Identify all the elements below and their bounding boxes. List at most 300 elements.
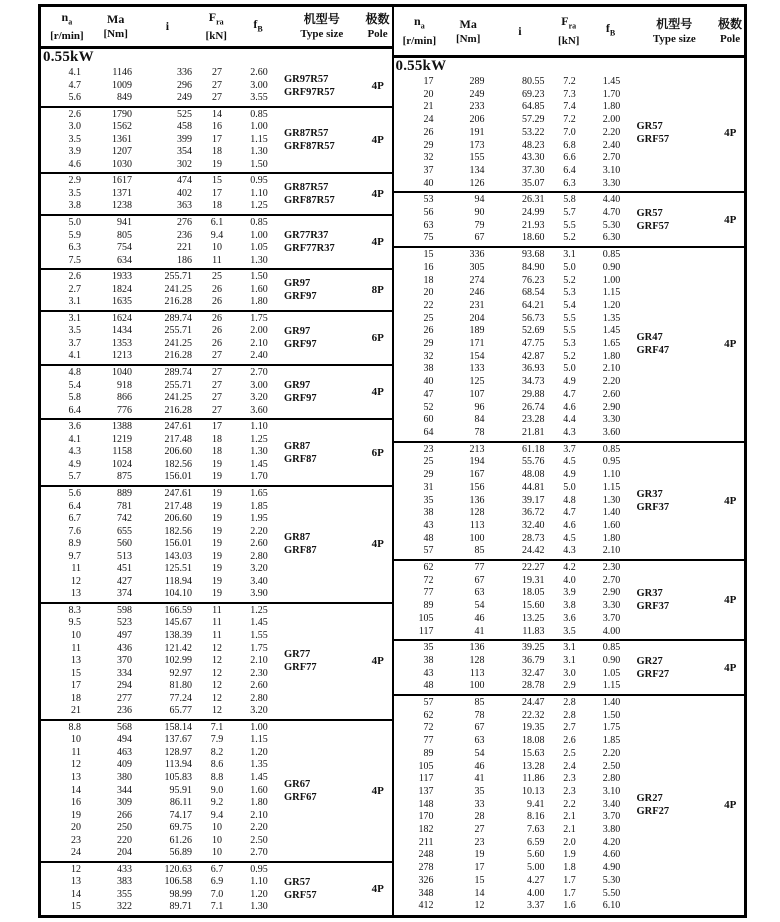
- table-row: [41, 434, 281, 447]
- cell-ma: 128: [469, 507, 485, 519]
- table-row: [41, 242, 281, 255]
- cell-fra: 7.3: [563, 88, 576, 100]
- cell-na: 117: [418, 625, 434, 637]
- cell-i: 22.27: [522, 562, 545, 574]
- cell-na: 13: [71, 655, 81, 667]
- table-row: [394, 152, 634, 165]
- gear-group: [394, 75, 745, 193]
- cell-na: 117: [418, 773, 434, 785]
- type-size-cell: [281, 108, 364, 173]
- table-row: [41, 772, 281, 785]
- table-row: [41, 175, 281, 188]
- group-rows: [41, 487, 281, 602]
- cell-fra: 3.0: [563, 667, 576, 679]
- cell-i: 120.63: [164, 863, 192, 875]
- cell-fra: 7.0: [563, 126, 576, 138]
- cell-fra: 5.5: [563, 219, 576, 231]
- group-rows: [41, 174, 281, 214]
- table-row: [394, 587, 634, 600]
- cell-fra: 18: [212, 146, 222, 158]
- table-row: [394, 76, 634, 89]
- gearmotor-selection-table: [38, 4, 747, 918]
- cell-ma: 96: [474, 401, 485, 413]
- cell-ma: 54: [474, 600, 485, 612]
- cell-fra: 26: [212, 337, 222, 349]
- cell-fb: 1.75: [602, 722, 621, 734]
- cell-fb: 4.00: [602, 625, 621, 637]
- cell-ma: 370: [117, 655, 132, 667]
- cell-fb: 3.70: [602, 811, 621, 823]
- pole-count: 4P: [371, 882, 384, 895]
- cell-i: 302: [177, 158, 192, 170]
- cell-i: 143.03: [164, 550, 192, 562]
- type-size-label: GR97: [284, 325, 311, 337]
- cell-fb: 0.90: [602, 654, 621, 666]
- table-row: [41, 705, 281, 718]
- cell-na: 26: [423, 126, 434, 138]
- table-row: [41, 271, 281, 284]
- table-row: [394, 710, 634, 723]
- table-row: [394, 900, 634, 913]
- header-unit: [Nm]: [455, 32, 481, 45]
- table-row: [41, 405, 281, 418]
- type-size-label: GRF27: [636, 806, 670, 818]
- cell-fra: 3.6: [563, 612, 576, 624]
- table-row: [41, 588, 281, 601]
- type-size-cell: [281, 66, 364, 106]
- cell-fb: 3.10: [602, 164, 621, 176]
- table-row: [394, 533, 634, 546]
- cell-ma: 1361: [112, 133, 132, 145]
- cell-fb: 1.15: [602, 680, 621, 692]
- cell-ma: 374: [117, 588, 132, 600]
- cell-ma: 204: [117, 847, 132, 859]
- header-symbol: F: [561, 14, 569, 29]
- gear-group: [394, 248, 745, 443]
- type-size-label: GRF97: [284, 291, 317, 303]
- cell-na: 14: [71, 784, 81, 796]
- cell-fb: 2.70: [250, 847, 268, 859]
- cell-i: 28.73: [522, 532, 545, 544]
- cell-fb: 1.10: [250, 187, 268, 199]
- cell-fra: 19: [212, 471, 222, 483]
- cell-fra: 2.5: [563, 747, 576, 759]
- cell-fb: 1.80: [250, 296, 268, 308]
- pole-count: 4P: [371, 655, 384, 668]
- cell-fra: 12: [212, 705, 222, 717]
- cell-fb: 2.30: [250, 667, 268, 679]
- cell-na: 38: [423, 507, 434, 519]
- type-size-cell: [634, 443, 717, 559]
- cell-i: 39.17: [522, 494, 545, 506]
- cell-i: 24.99: [522, 207, 545, 219]
- header-unit: [kN]: [205, 30, 227, 43]
- group-rows: [41, 721, 281, 861]
- type-size-label: GRF67: [284, 791, 317, 803]
- table-row: [394, 642, 634, 655]
- cell-i: 64.21: [522, 299, 545, 311]
- cell-fb: 1.30: [250, 901, 268, 913]
- header-subscript: B: [609, 28, 616, 38]
- cell-fra: 26: [212, 325, 222, 337]
- cell-na: 35: [423, 494, 434, 506]
- cell-ma: 289: [469, 76, 485, 87]
- cell-fra: 12: [212, 680, 222, 692]
- cell-fra: 27: [212, 404, 222, 416]
- cell-ma: 231: [469, 299, 485, 311]
- header-unit: [Nm]: [103, 28, 128, 40]
- table-row: [41, 889, 281, 902]
- table-row: [41, 630, 281, 643]
- cell-fra: 4.7: [563, 388, 576, 400]
- type-size-cell: [281, 721, 364, 861]
- cell-i: 106.58: [164, 876, 192, 888]
- cell-ma: 12: [474, 900, 485, 912]
- cell-na: 8.9: [68, 538, 81, 550]
- cell-fra: 8.2: [210, 746, 224, 758]
- cell-fra: 1.6: [563, 900, 576, 912]
- cell-ma: 941: [117, 217, 132, 229]
- cell-na: 23: [71, 834, 81, 846]
- cell-fra: 17: [212, 187, 222, 199]
- cell-ma: 67: [474, 232, 485, 244]
- cell-na: 2.7: [68, 283, 81, 295]
- header-unit: [kN]: [558, 34, 580, 47]
- cell-ma: 634: [117, 254, 132, 266]
- cell-i: 81.80: [169, 680, 192, 692]
- header-symbol: F: [208, 9, 217, 24]
- cell-ma: 14: [474, 887, 485, 899]
- cell-fra: 8.6: [210, 759, 224, 771]
- cell-na: 2.6: [68, 108, 81, 120]
- cell-ma: 171: [469, 338, 485, 350]
- table-row: [41, 747, 281, 760]
- table-row: [41, 513, 281, 526]
- cell-na: 29: [423, 338, 434, 350]
- cell-na: 6.4: [68, 500, 81, 512]
- cell-fb: 1.05: [250, 242, 268, 254]
- cell-na: 29: [423, 469, 434, 481]
- cell-fb: 3.10: [602, 785, 621, 797]
- table-row: [41, 538, 281, 551]
- cell-i: 19.31: [522, 574, 545, 586]
- cell-na: 62: [423, 709, 434, 721]
- cell-ma: 126: [469, 177, 485, 189]
- cell-fb: 1.75: [250, 312, 268, 324]
- type-size-cell: [281, 174, 364, 214]
- cell-i: 128.97: [164, 746, 192, 758]
- cell-i: 48.08: [522, 469, 545, 481]
- table-row: [41, 146, 281, 159]
- cell-na: 47: [423, 388, 434, 400]
- cell-na: 3.9: [68, 146, 81, 158]
- cell-i: 289.74: [164, 367, 192, 379]
- cell-fra: 5.0: [563, 261, 576, 273]
- cell-na: 137: [418, 785, 434, 797]
- cell-i: 249: [177, 92, 192, 104]
- cell-fb: 1.25: [250, 604, 268, 616]
- cell-fra: 3.1: [563, 642, 576, 654]
- cell-na: 18: [71, 692, 81, 704]
- cell-fra: 10: [212, 834, 222, 846]
- cell-fra: 7.1: [210, 721, 224, 733]
- cell-ma: 277: [117, 692, 132, 704]
- table-row: [394, 697, 634, 710]
- type-size-cell: [634, 193, 717, 246]
- cell-i: 5.00: [527, 862, 545, 874]
- table-row: [394, 862, 634, 875]
- table-row: [394, 207, 634, 220]
- cell-na: 24: [71, 847, 81, 859]
- cell-na: 23: [423, 443, 434, 455]
- table-row: [41, 501, 281, 514]
- cell-ma: 27: [474, 824, 485, 836]
- cell-fra: 5.5: [563, 312, 576, 324]
- table-row: [394, 338, 634, 351]
- cell-i: 43.30: [522, 152, 545, 164]
- cell-ma: 189: [469, 325, 485, 337]
- cell-fra: 27: [212, 79, 222, 91]
- table-row: [41, 80, 281, 93]
- cell-na: 4.1: [68, 433, 81, 445]
- table-row: [41, 338, 281, 351]
- table-row: [41, 92, 281, 105]
- cell-fb: 2.60: [250, 67, 268, 78]
- cell-fra: 2.2: [563, 798, 576, 810]
- table-row: [41, 350, 281, 363]
- cell-i: 44.81: [522, 481, 545, 493]
- cell-fra: 1.9: [563, 849, 576, 861]
- cell-ma: 1933: [112, 271, 132, 283]
- cell-ma: 1790: [112, 108, 132, 120]
- cell-fra: 19: [212, 563, 222, 575]
- cell-ma: 125: [469, 376, 485, 388]
- cell-i: 113.94: [164, 759, 192, 771]
- pole-count: 4P: [371, 538, 384, 551]
- cell-na: 89: [423, 600, 434, 612]
- type-size-label: GR47: [636, 332, 663, 344]
- cell-fra: 18: [212, 200, 222, 212]
- cell-i: 26.74: [522, 401, 545, 413]
- pole-count: 4P: [724, 494, 737, 507]
- cell-na: 10: [71, 629, 81, 641]
- cell-fb: 4.40: [602, 194, 621, 206]
- group-rows: [394, 193, 634, 246]
- cell-ma: 63: [474, 735, 485, 747]
- cell-i: 37.30: [522, 164, 545, 176]
- cell-fb: 0.85: [602, 249, 621, 261]
- cell-na: 43: [423, 519, 434, 531]
- header-symbol: i: [165, 19, 170, 33]
- cell-i: 36.72: [522, 507, 545, 519]
- cell-na: 35: [423, 642, 434, 654]
- cell-fra: 9.4: [210, 809, 224, 821]
- cell-fra: 4.9: [563, 376, 576, 388]
- cell-ma: 427: [117, 575, 132, 587]
- cell-i: 3.37: [527, 900, 545, 912]
- cell-fb: 2.50: [602, 760, 621, 772]
- cell-na: 24: [423, 114, 434, 126]
- cell-na: 3.1: [68, 296, 81, 308]
- cell-na: 43: [423, 667, 434, 679]
- cell-fra: 2.7: [563, 722, 576, 734]
- cell-fb: 2.70: [602, 574, 621, 586]
- cell-i: 102.99: [164, 655, 192, 667]
- cell-fb: 1.30: [250, 446, 268, 458]
- cell-ma: 1824: [112, 283, 132, 295]
- type-size-cell: [634, 641, 717, 694]
- cell-ma: 1213: [112, 350, 132, 362]
- table-row: [394, 262, 634, 275]
- cell-fb: 0.85: [250, 108, 268, 120]
- cell-fb: 1.70: [250, 471, 268, 483]
- cell-na: 4.6: [68, 158, 81, 170]
- cell-fra: 5.2: [563, 350, 576, 362]
- cell-na: 3.1: [68, 312, 81, 324]
- cell-fb: 1.15: [602, 287, 621, 299]
- cell-i: 206.60: [164, 446, 192, 458]
- cell-na: 148: [418, 798, 434, 810]
- cell-i: 296: [177, 79, 192, 91]
- cell-fra: 4.7: [563, 507, 576, 519]
- table-row: [394, 773, 634, 786]
- cell-na: 15: [423, 249, 434, 261]
- header-col-fb: [589, 9, 633, 53]
- cell-i: 182.56: [164, 525, 192, 537]
- cell-fra: 4.0: [563, 574, 576, 586]
- cell-na: 7.5: [68, 254, 81, 266]
- cell-i: 76.23: [522, 274, 545, 286]
- group-rows: [41, 604, 281, 719]
- cell-fra: 19: [212, 487, 222, 499]
- table-row: [41, 188, 281, 201]
- cell-na: 52: [423, 401, 434, 413]
- cell-fb: 3.30: [602, 414, 621, 426]
- table-row: [41, 864, 281, 877]
- cell-na: 4.3: [68, 446, 81, 458]
- cell-ma: 85: [474, 697, 485, 709]
- cell-na: 3.0: [68, 121, 81, 133]
- cell-fb: 3.90: [250, 588, 268, 600]
- cell-fb: 2.20: [602, 126, 621, 138]
- cell-i: 241.25: [164, 392, 192, 404]
- cell-fb: 2.70: [602, 152, 621, 164]
- table-row: [41, 822, 281, 835]
- cell-na: 12: [71, 575, 81, 587]
- cell-fra: 4.6: [563, 401, 576, 413]
- gear-group: [394, 641, 745, 696]
- cell-fb: 1.65: [602, 338, 621, 350]
- cell-ma: 309: [117, 797, 132, 809]
- cell-fb: 5.30: [602, 874, 621, 886]
- cell-i: 29.88: [522, 388, 545, 400]
- cell-na: 77: [423, 735, 434, 747]
- cell-i: 18.05: [522, 587, 545, 599]
- cell-ma: 1238: [112, 200, 132, 212]
- cell-fra: 6.7: [210, 863, 224, 875]
- cell-fb: 3.20: [250, 705, 268, 717]
- table-row: [394, 761, 634, 774]
- cell-fra: 12: [212, 642, 222, 654]
- gear-group: [41, 863, 392, 915]
- header-symbol: 极数: [365, 12, 390, 26]
- cell-ma: 220: [117, 834, 132, 846]
- cell-i: 156.01: [164, 471, 192, 483]
- cell-i: 22.32: [522, 709, 545, 721]
- cell-fra: 1.8: [563, 862, 576, 874]
- cell-ma: 133: [469, 363, 485, 375]
- table-row: [394, 735, 634, 748]
- cell-ma: 154: [469, 350, 485, 362]
- table-row: [394, 799, 634, 812]
- cell-i: 36.93: [522, 363, 545, 375]
- cell-i: 216.28: [164, 350, 192, 362]
- table-row: [41, 563, 281, 576]
- cell-fb: 1.15: [602, 481, 621, 493]
- group-rows: [41, 270, 281, 310]
- cell-fra: 4.8: [563, 494, 576, 506]
- type-size-label: GRF57: [636, 220, 670, 232]
- cell-na: 211: [418, 836, 434, 848]
- cell-fra: 5.2: [563, 232, 576, 244]
- cell-i: 47.75: [522, 338, 545, 350]
- cell-i: 216.28: [164, 404, 192, 416]
- cell-ma: 1371: [112, 187, 132, 199]
- cell-ma: 875: [117, 471, 132, 483]
- cell-fra: 16: [212, 121, 222, 133]
- cell-fb: 1.10: [250, 421, 268, 433]
- table-row: [41, 847, 281, 860]
- cell-fra: 19: [212, 538, 222, 550]
- cell-i: 74.17: [169, 809, 192, 821]
- cell-fra: 26: [212, 312, 222, 324]
- cell-na: 4.7: [68, 79, 81, 91]
- cell-ma: 136: [469, 494, 485, 506]
- cell-na: 4.8: [68, 367, 81, 379]
- cell-ma: 294: [117, 680, 132, 692]
- cell-fb: 0.85: [602, 642, 621, 654]
- cell-ma: 46: [474, 760, 485, 772]
- cell-i: 39.25: [522, 642, 545, 654]
- table-row: [394, 849, 634, 862]
- cell-na: 26: [423, 325, 434, 337]
- group-rows: [41, 312, 281, 364]
- cell-ma: 107: [469, 388, 485, 400]
- cell-i: 56.89: [169, 847, 192, 859]
- cell-i: 158.14: [164, 721, 192, 733]
- cell-fra: 7.0: [210, 888, 224, 900]
- cell-na: 22: [423, 299, 434, 311]
- table-row: [394, 655, 634, 668]
- cell-na: 4.9: [68, 458, 81, 470]
- header-symbol: Ma: [459, 16, 477, 31]
- gear-group: [394, 193, 745, 248]
- cell-i: 145.67: [164, 617, 192, 629]
- cell-fb: 1.40: [602, 507, 621, 519]
- cell-fb: 1.00: [602, 274, 621, 286]
- cell-fra: 19: [212, 513, 222, 525]
- cell-i: 69.75: [169, 822, 192, 834]
- cell-fra: 27: [212, 379, 222, 391]
- cell-fra: 4.2: [563, 562, 576, 574]
- cell-i: 5.60: [527, 849, 545, 861]
- panel-header: [394, 7, 745, 58]
- table-row: [41, 380, 281, 393]
- header-unit: Pole: [367, 28, 388, 40]
- table-row: [41, 284, 281, 297]
- cell-ma: 655: [117, 525, 132, 537]
- cell-i: 216.28: [164, 296, 192, 308]
